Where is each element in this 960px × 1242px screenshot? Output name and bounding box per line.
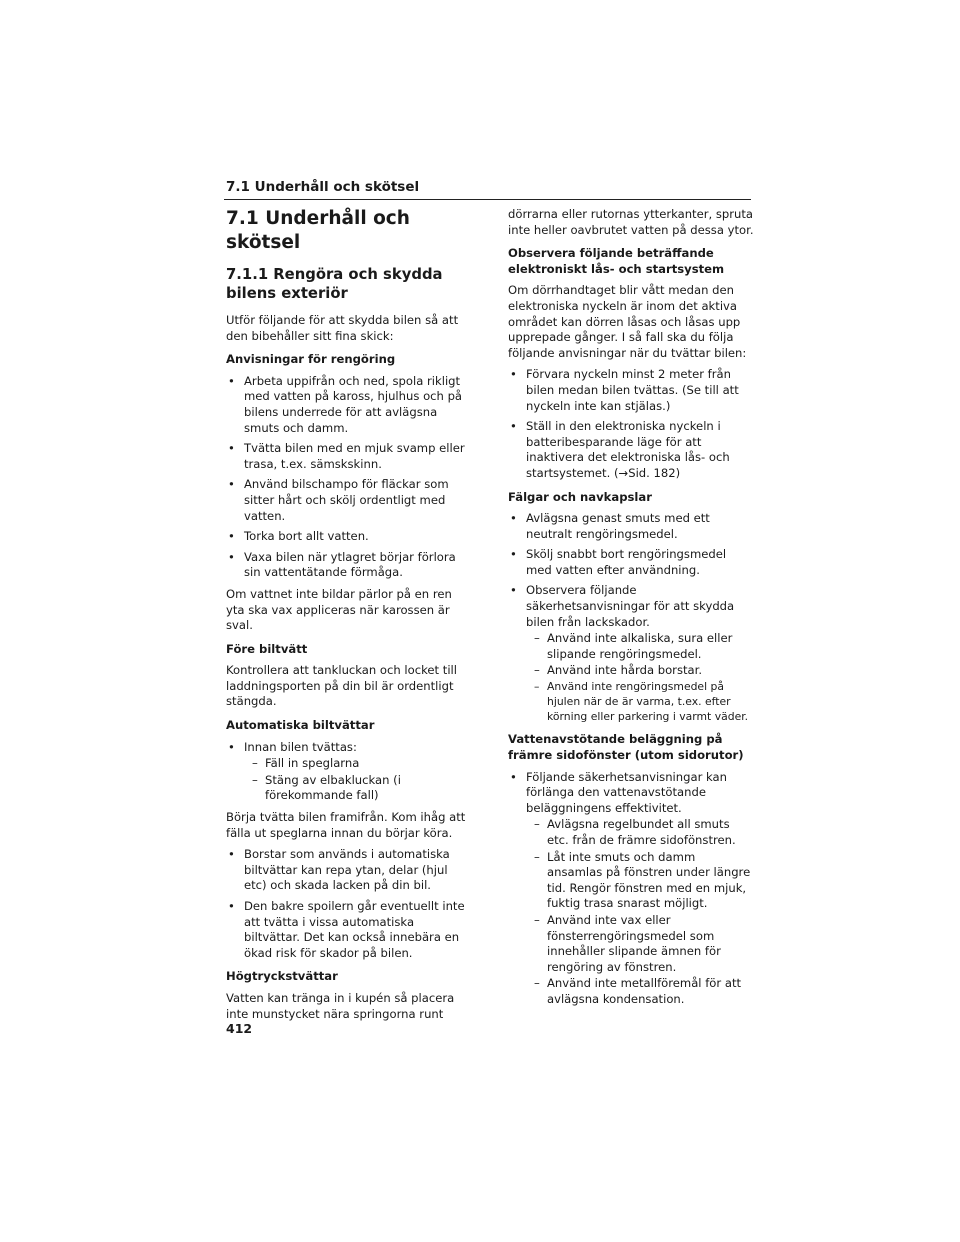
list-item: • Den bakre spoilern går eventuellt inte att tvätta i vissa automatiska biltvättar. Det kan också innebära en ökad risk för skador på bilen.	[226, 899, 472, 961]
sub-list	[526, 817, 754, 1007]
right-column	[508, 207, 754, 1014]
list-item: • Vaxa bilen när ytlagret börjar förlora sin vattentätande förmåga.	[226, 550, 472, 581]
automatic-wash-list	[226, 847, 472, 961]
sub-list	[244, 756, 472, 804]
automatic-wash-heading: Automatiska biltvättar	[226, 718, 375, 733]
pressure-wash-text: Vatten kan tränga in i kupén så placera inte munstycket nära springorna runt	[226, 990, 455, 1021]
list-item-text: Följande säkerhetsanvisningar kan förlänga den vattenavstötande beläggningens effektivitet.	[526, 769, 727, 815]
wheels-list	[508, 511, 754, 724]
running-header: 7.1 Underhåll och skötsel	[226, 179, 420, 195]
sub-list-item: – Använd inte vax eller fönsterrengöringsmedel som innehåller slipande ämnen för rengöring av fönstren.	[534, 913, 754, 975]
automatic-wash-prep-list	[226, 740, 472, 804]
list-item	[226, 740, 472, 804]
list-item: • Tvätta bilen med en mjuk svamp eller trasa, t.ex. sämskskinn.	[226, 441, 472, 472]
list-item: • Avlägsna genast smuts med ett neutralt rengöringsmedel.	[508, 511, 754, 542]
coating-list	[508, 770, 754, 1008]
automatic-wash-text: Börja tvätta bilen framifrån. Kom ihåg att fälla ut speglarna innan du börjar köra.	[226, 810, 466, 840]
continued-paragraph: dörrarna eller rutornas ytterkanter, spruta inte heller oavbrutet vatten på dessa ytor.	[508, 207, 754, 237]
sub-list-item: – Använd inte metallföremål för att avlägsna kondensation.	[534, 976, 754, 1007]
list-item: • Använd bilschampo för fläckar som sitter hårt och skölj ordentligt med vatten.	[226, 477, 472, 524]
sub-list-item: – Använd inte rengöringsmedel på hjulen när de är varma, t.ex. efter körning eller parkering i varmt väder.	[534, 680, 754, 724]
before-wash-text: Kontrollera att tankluckan och locket till laddningsporten på din bil är ordentligt stängda.	[226, 663, 457, 709]
sub-list	[526, 631, 754, 724]
list-item: • Torka bort allt vatten.	[226, 529, 472, 545]
sub-list-item: – Använd inte hårda borstar.	[534, 663, 754, 679]
section-title: 7.1.1 Rengöra och skydda bilens exteriör	[226, 266, 443, 302]
lock-system-list	[508, 367, 754, 481]
list-item: • Skölj snabbt bort rengöringsmedel med vatten efter användning.	[508, 547, 754, 578]
cleaning-heading: Anvisningar för rengöring	[226, 352, 396, 367]
cleaning-list	[226, 374, 472, 581]
lock-system-text: Om dörrhandtaget blir vått medan den elektroniska nyckeln är inom det aktiva området kan dörren låsas och låsas upp upprepade gånger. I så fall ska du följa följande anvisningar när du tvättar bilen:	[508, 283, 747, 360]
list-item-text: Innan bilen tvättas:	[244, 739, 357, 754]
list-item: • Borstar som används i automatiska biltvättar kan repa ytan, delar (hjul etc) och skada lacken på din bil.	[226, 847, 472, 894]
list-item	[508, 583, 754, 724]
intro-paragraph: Utför följande för att skydda bilen så att den bibehåller sitt fina skick:	[226, 313, 459, 343]
left-column	[226, 207, 472, 1028]
list-item: • Förvara nyckeln minst 2 meter från bilen medan bilen tvättas. (Se till att nyckeln inte kan stjälas.)	[508, 367, 754, 414]
lock-system-heading: Observera följande beträffande elektroniskt lås- och startsystem	[508, 246, 725, 276]
sub-list-item: – Låt inte smuts och damm ansamlas på fönstren under längre tid. Rengör fönstren med en mjuk, fuktig trasa snarast möjligt.	[534, 850, 754, 912]
wax-note: Om vattnet inte bildar pärlor på en ren yta ska vax appliceras när karossen är sval.	[226, 586, 452, 633]
list-item-text: Observera följande säkerhetsanvisningar för att skydda bilen från lackskador.	[526, 583, 735, 629]
sub-list-item: – Stäng av elbakluckan (i förekommande fall)	[252, 773, 472, 804]
sub-list-item: – Fäll in speglarna	[252, 756, 472, 772]
page-number: 412	[226, 1021, 253, 1036]
wheels-heading: Fälgar och navkapslar	[508, 489, 652, 504]
before-wash-heading: Före biltvätt	[226, 641, 308, 656]
header-rule	[224, 199, 751, 200]
list-item: • Ställ in den elektroniska nyckeln i batteribesparande läge för att inaktivera det elektroniska lås- och startsystemet. (→Sid. 182)	[508, 419, 754, 481]
chapter-title: 7.1 Underhåll och skötsel	[226, 208, 410, 253]
sub-list-item: – Använd inte alkaliska, sura eller slipande rengöringsmedel.	[534, 631, 754, 662]
pressure-wash-heading: Högtryckstvättar	[226, 969, 338, 984]
coating-heading: Vattenavstötande beläggning på främre sidofönster (utom sidorutor)	[508, 732, 744, 763]
list-item: • Arbeta uppifrån och ned, spola rikligt med vatten på kaross, hjulhus och på bilens underrede för att avlägsna smuts och damm.	[226, 374, 472, 436]
list-item	[508, 770, 754, 1008]
sub-list-item: – Avlägsna regelbundet all smuts etc. från de främre sidofönstren.	[534, 817, 754, 848]
